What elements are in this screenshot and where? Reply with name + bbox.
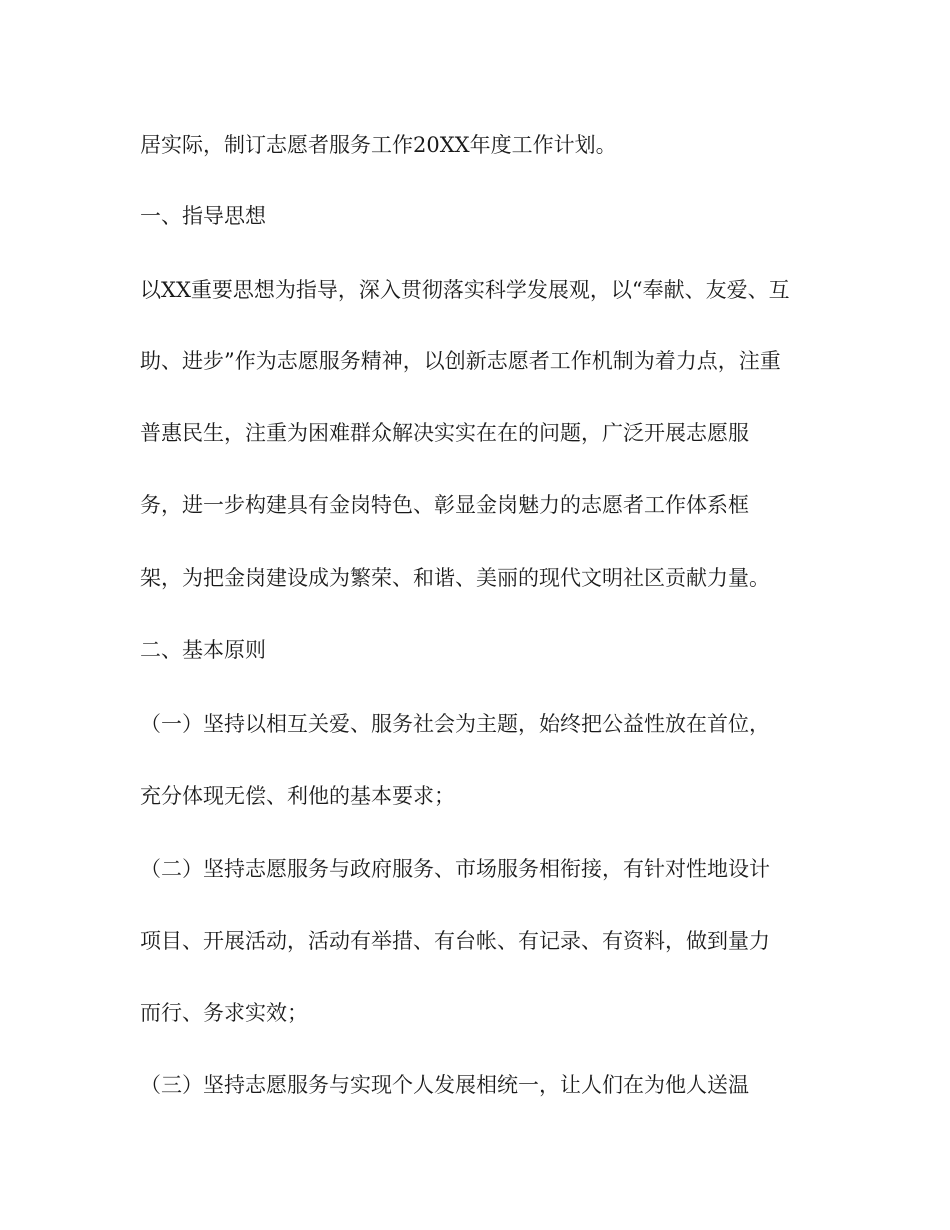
paragraph-line: 而行、务求实效；: [140, 1001, 308, 1025]
paragraph-line: 助、进步”作为志愿服务精神，以创新志愿者工作机制为着力点，注重: [140, 349, 781, 373]
paragraph-line: 项目、开展活动，活动有举措、有台帐、有记录、有资料，做到量力: [140, 929, 770, 953]
paragraph-line: （一）坚持以相互关爱、服务社会为主题，始终把公益性放在首位，: [140, 712, 770, 736]
paragraph-line: 以XX重要思想为指导，深入贯彻落实科学发展观，以“奉献、友爱、互: [140, 278, 790, 302]
paragraph-line: 架，为把金岗建设成为繁荣、和谐、美丽的现代文明社区贡献力量。: [140, 566, 770, 590]
paragraph-line: （三）坚持志愿服务与实现个人发展相统一，让人们在为他人送温: [140, 1073, 749, 1097]
paragraph-line: 居实际，制订志愿者服务工作20XX年度工作计划。: [140, 133, 617, 157]
paragraph-line: 普惠民生，注重为困难群众解决实实在在的问题，广泛开展志愿服: [140, 421, 749, 445]
section-heading: 一、指导思想: [140, 204, 266, 228]
paragraph-line: 充分体现无偿、利他的基本要求；: [140, 784, 455, 808]
paragraph-line: 务，进一步构建具有金岗特色、彰显金岗魅力的志愿者工作体系框: [140, 493, 749, 517]
section-heading: 二、基本原则: [140, 638, 266, 662]
paragraph-line: （二）坚持志愿服务与政府服务、市场服务相衔接，有针对性地设计: [140, 857, 770, 881]
